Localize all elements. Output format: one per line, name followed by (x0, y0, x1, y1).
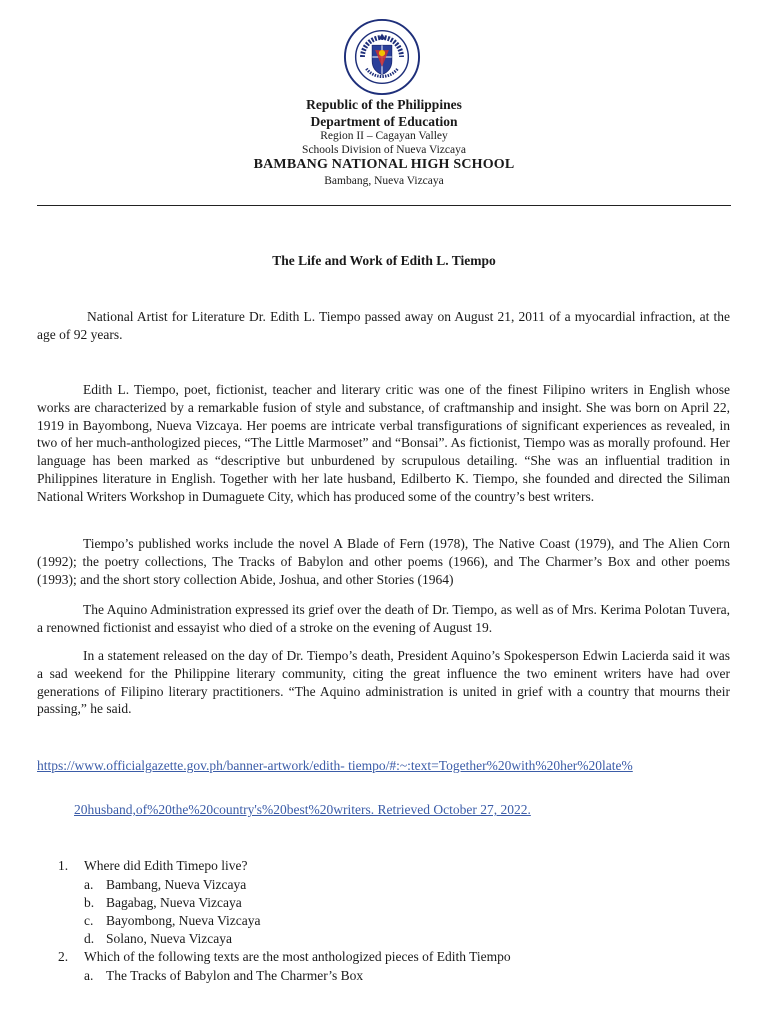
header-school-name: BAMBANG NATIONAL HIGH SCHOOL (253, 157, 515, 172)
option-letter: d. (84, 931, 95, 946)
option-text: The Tracks of Babylon and The Charmer’s Box (106, 968, 364, 983)
article-paragraph-5: In a statement released on the day of Dr. Tiempo’s death, President Aquino’s Spokesperson Edwin Lacierda said it was a sad weekend for the Philippine literary community, citing the great influence the two eminent writers have had over generations of Filipino literary practitioners. “The Aquino administration is united in grief with a country that mourns their passing,” he said. (37, 648, 730, 717)
article-paragraph-1: National Artist for Literature Dr. Edith L. Tiempo passed away on August 21, 2011 of a myocardial infraction, at the age of 92 years. (37, 309, 730, 342)
question-text: Where did Edith Timepo live? (84, 858, 248, 873)
header-republic: Republic of the Philippines (306, 97, 462, 112)
option-letter: a. (84, 968, 94, 983)
source-link[interactable]: https://www.officialgazette.gov.ph/banner-artwork/edith- tiempo/#:~:text=Together%20with%20her%20late% (37, 758, 633, 773)
header-divider (37, 205, 731, 206)
header-department: Department of Education (310, 114, 458, 129)
question-number: 2. (58, 949, 69, 964)
option-text: Bambang, Nueva Vizcaya (106, 877, 247, 892)
header-region: Region II – Cagayan Valley (320, 130, 448, 142)
article-title: The Life and Work of Edith L. Tiempo (272, 253, 496, 268)
option-text: Bayombong, Nueva Vizcaya (106, 913, 261, 928)
option-letter: a. (84, 877, 94, 892)
article-paragraph-2: Edith L. Tiempo, poet, fictionist, teacher and literary critic was one of the finest Filipino writers in English whose works are characterized by a remarkable fusion of style and substance, of craftmanship and insight. She was born on April 22, 1919 in Bayombong, Nueva Vizcaya. Her poems are intricate verbal transfigurations of significant experiences as revealed, in two of her much-anthologized pieces, “The Little Marmoset” and “Bonsai”. As fictionist, Tiempo was as morally profound. Her language has been marked as “descriptive but unburdened by scrupulous detailing. “She was an influential tradition in Philippines literature in English. Together with her late husband, Edilberto K. Tiempo, she founded and directed the Siliman National Writers Workshop in Dumaguete City, which has produced some of the country’s best writers. (37, 382, 730, 504)
header-school-location: Bambang, Nueva Vizcaya (324, 175, 444, 187)
article-paragraph-3: Tiempo’s published works include the novel A Blade of Fern (1978), The Native Coast (1979), and The Alien Corn (1992); the poetry collections, The Tracks of Babylon and other poems (1966), and The Charmer’s Box and other poems (1993); and the short story collection Abide, Joshua, and other Stories (1964) (37, 536, 730, 587)
option-text: Bagabag, Nueva Vizcaya (106, 895, 242, 910)
question-text: Which of the following texts are the most anthologized pieces of Edith Tiempo (84, 949, 511, 964)
deped-seal-icon (343, 18, 421, 96)
option-text: Solano, Nueva Vizcaya (106, 931, 233, 946)
option-letter: b. (84, 895, 95, 910)
option-letter: c. (84, 913, 94, 928)
header-division: Schools Division of Nueva Vizcaya (302, 144, 466, 156)
question-number: 1. (58, 858, 69, 873)
article-paragraph-4: The Aquino Administration expressed its grief over the death of Dr. Tiempo, as well as of Mrs. Kerima Polotan Tuvera, a renowned fictionist and essayist who died of a stroke on the evening of August 19. (37, 602, 730, 635)
source-link-continued[interactable]: 20husband,of%20the%20country's%20best%20writers. Retrieved October 27, 2022. (74, 802, 531, 817)
